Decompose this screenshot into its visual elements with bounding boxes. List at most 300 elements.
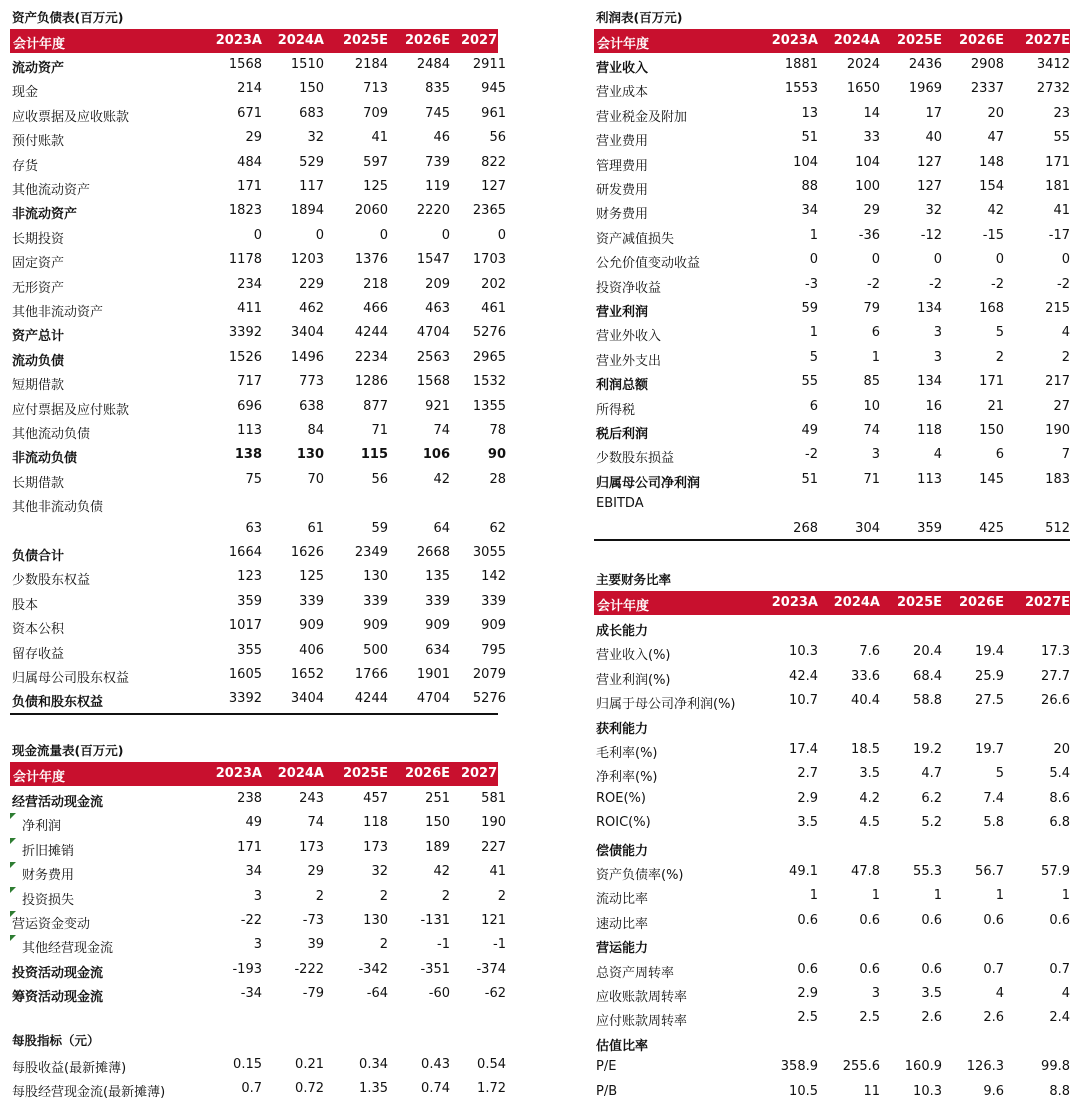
row-label: 归属母公司净利润 — [596, 475, 701, 491]
row-value: 214 — [237, 81, 262, 97]
row-value: 183 — [1045, 471, 1070, 487]
balance-row — [10, 151, 506, 175]
row-value: -222 — [294, 961, 324, 977]
row-value: 268 — [793, 520, 818, 536]
row-value: 10.5 — [789, 1083, 818, 1099]
row-value: 2436 — [908, 57, 942, 72]
row-label: 投资损失 — [22, 892, 75, 908]
row-label: 无形资产 — [12, 280, 65, 296]
row-label: 折旧摊销 — [22, 843, 75, 859]
row-value: 3 — [253, 937, 262, 953]
row-value: 529 — [299, 154, 324, 170]
row-value: 1286 — [354, 374, 388, 390]
row-value: 8.8 — [1049, 1083, 1070, 1099]
row-value: 717 — [237, 374, 262, 390]
row-value: 138 — [234, 447, 262, 463]
row-value: 5 — [809, 349, 818, 365]
row-value: 0.6 — [921, 912, 942, 928]
balance-sheet-bottom-rule — [10, 713, 498, 715]
row-value: 1.35 — [359, 1081, 388, 1097]
row-value: 5.2 — [921, 815, 942, 831]
row-value: 2079 — [472, 667, 506, 682]
row-label: 资产负债率(%) — [596, 868, 684, 883]
income-row — [594, 248, 1070, 272]
header-year: 2024A — [277, 766, 324, 781]
ratios-row — [594, 982, 1070, 1006]
per-share-row — [10, 1077, 506, 1101]
ratios-row — [594, 689, 1070, 713]
row-value: 33.6 — [851, 668, 880, 684]
row-value: 10.3 — [913, 1083, 942, 1099]
row-value: 168 — [979, 301, 1004, 316]
row-label: 应付账款周转率 — [596, 1014, 688, 1030]
row-value: 150 — [979, 423, 1004, 438]
row-label: P/B — [596, 1083, 618, 1099]
header-label: 会计年度 — [13, 770, 66, 785]
row-label: 长期借款 — [12, 475, 65, 491]
row-value: 0.6 — [921, 961, 942, 977]
row-value: 3404 — [290, 691, 324, 707]
ratios-row — [594, 1006, 1070, 1030]
row-value: 209 — [425, 276, 450, 292]
row-value: 127 — [917, 179, 942, 194]
row-value: 10.3 — [789, 644, 818, 660]
row-label: 财务费用 — [596, 207, 649, 223]
cashflow-row — [10, 933, 506, 957]
row-value: 171 — [1045, 154, 1070, 170]
row-value: 2060 — [354, 203, 388, 219]
row-label: 其他经营现金流 — [22, 941, 114, 957]
row-label: 营业收入 — [596, 61, 649, 76]
row-value: 238 — [237, 791, 262, 806]
row-value: 148 — [979, 154, 1004, 170]
row-value: -22 — [240, 913, 262, 928]
income-row — [594, 346, 1070, 370]
row-value: 5276 — [472, 691, 506, 707]
row-value: 130 — [363, 913, 388, 928]
row-value: 1553 — [784, 81, 818, 97]
row-value: 3404 — [290, 325, 324, 341]
row-value: -1 — [493, 937, 506, 953]
row-label: 管理费用 — [596, 158, 649, 174]
row-value: 4.2 — [859, 790, 880, 806]
row-value: 2484 — [416, 57, 450, 72]
balance-row — [10, 248, 506, 272]
row-value: 27 — [1053, 398, 1070, 414]
row-value: 1547 — [416, 252, 450, 268]
row-value: 113 — [237, 423, 262, 438]
balance-row — [10, 590, 506, 614]
row-value: 1605 — [228, 667, 262, 682]
ratios-row — [594, 1031, 1070, 1055]
row-value: 46 — [433, 130, 450, 146]
income-row — [594, 468, 1070, 492]
row-value: -2 — [929, 276, 942, 292]
row-value: 3 — [933, 349, 942, 365]
row-value: 190 — [1045, 423, 1070, 438]
row-value: 20.4 — [913, 644, 942, 660]
ratios-row — [594, 714, 1070, 738]
row-value: 0.72 — [295, 1081, 324, 1097]
row-value: 463 — [425, 301, 450, 316]
row-value: 70 — [307, 471, 324, 487]
row-value: 671 — [237, 105, 262, 121]
row-value: -1 — [437, 937, 450, 953]
balance-row — [10, 346, 506, 370]
row-value: 3392 — [228, 325, 262, 341]
row-value: 34 — [801, 203, 818, 219]
row-value: 55 — [1053, 130, 1070, 146]
row-value: 1 — [1061, 888, 1070, 904]
row-value: 5 — [995, 766, 1004, 782]
header-year: 2024A — [833, 33, 880, 48]
row-value: 2.7 — [797, 766, 818, 782]
row-value: 359 — [237, 593, 262, 609]
row-value: -17 — [1048, 227, 1070, 243]
row-label: 负债合计 — [12, 549, 65, 564]
row-label: 净利率(%) — [596, 770, 658, 786]
income-row — [594, 77, 1070, 101]
row-value: 189 — [425, 839, 450, 855]
row-value: 0 — [933, 252, 942, 268]
row-value: 21 — [987, 398, 1004, 414]
row-value: 5.4 — [1049, 766, 1070, 782]
row-value: 33 — [863, 130, 880, 146]
row-value: 6 — [995, 447, 1004, 463]
row-value: 142 — [481, 569, 506, 585]
row-value: 1376 — [354, 252, 388, 268]
row-value: 1 — [809, 227, 818, 243]
cashflow-row — [10, 909, 506, 933]
row-value: 126.3 — [966, 1059, 1004, 1075]
row-value: 118 — [917, 423, 942, 438]
row-value: 10.7 — [789, 693, 818, 709]
row-value: 32 — [925, 203, 942, 219]
row-value: 127 — [481, 179, 506, 194]
row-value: 3392 — [228, 691, 262, 707]
income-row — [594, 102, 1070, 126]
header-year: 2025E — [896, 33, 942, 48]
row-value: 1 — [871, 888, 880, 904]
ratios-row — [594, 640, 1070, 664]
row-label: 每股收益(最新摊薄) — [12, 1061, 127, 1076]
row-value: 683 — [299, 105, 324, 121]
header-year: 2025E — [342, 766, 388, 781]
header-year: 2027E — [460, 33, 506, 48]
row-value: 2.9 — [797, 790, 818, 806]
row-label: 应收账款周转率 — [596, 990, 688, 1005]
row-value: 0 — [441, 227, 450, 243]
row-label: 营业外支出 — [596, 353, 662, 369]
row-value: 1969 — [908, 81, 942, 97]
row-value: -351 — [420, 961, 450, 977]
row-value: 79 — [863, 301, 880, 316]
row-value: 1626 — [290, 545, 324, 560]
row-label: 筹资活动现金流 — [12, 990, 104, 1006]
income-statement-header — [594, 29, 1070, 53]
row-value: 202 — [481, 276, 506, 292]
row-label: 获利能力 — [596, 721, 649, 737]
row-value: 2911 — [472, 57, 506, 72]
row-value: 2.4 — [1049, 1010, 1070, 1026]
income-row — [594, 492, 1070, 541]
row-value: 4 — [1061, 986, 1070, 1001]
row-value: 243 — [299, 791, 324, 806]
row-value: 11 — [863, 1083, 880, 1099]
balance-row — [10, 370, 506, 394]
header-year: 2023A — [771, 33, 818, 48]
row-value: 99.8 — [1041, 1059, 1070, 1075]
row-value: 58.8 — [913, 693, 942, 709]
row-value: 909 — [299, 618, 324, 634]
row-value: 118 — [363, 815, 388, 831]
ratios-row — [594, 836, 1070, 860]
cashflow-title: 现金流量表(百万元) — [12, 743, 124, 758]
row-value: -2 — [867, 276, 880, 292]
row-value: 2234 — [354, 349, 388, 365]
row-label: 营业利润 — [596, 305, 649, 320]
row-value: 1650 — [846, 81, 880, 97]
row-value: 28 — [489, 471, 506, 487]
row-value: 909 — [363, 618, 388, 634]
row-value: 17.3 — [1041, 644, 1070, 660]
row-value: 135 — [425, 569, 450, 585]
row-value: 696 — [237, 398, 262, 414]
row-value: 29 — [245, 130, 262, 146]
row-value: 74 — [863, 423, 880, 438]
balance-row — [10, 639, 506, 663]
row-value: 215 — [1045, 301, 1070, 316]
row-value: 909 — [481, 618, 506, 634]
row-value: 51 — [801, 130, 818, 146]
row-label: 短期借款 — [12, 378, 65, 394]
row-value: 1664 — [228, 545, 262, 560]
income-row — [594, 297, 1070, 321]
row-value: 229 — [299, 276, 324, 292]
ratios-row — [594, 616, 1070, 640]
balance-row — [10, 126, 506, 150]
row-value: 339 — [299, 593, 324, 609]
row-value: 27.7 — [1041, 668, 1070, 684]
row-value: 19.4 — [975, 644, 1004, 660]
row-value: 1532 — [472, 374, 506, 390]
row-value: 217 — [1045, 374, 1070, 390]
row-label: 营运资金变动 — [12, 917, 91, 932]
balance-sheet-title: 资产负债表(百万元) — [12, 10, 124, 25]
row-value: 90 — [487, 447, 506, 463]
row-value: 0.7 — [1049, 961, 1070, 977]
row-value: 1 — [809, 888, 818, 904]
row-value: 104 — [793, 154, 818, 170]
row-value: 2732 — [1036, 81, 1070, 97]
row-value: 2668 — [416, 545, 450, 560]
row-value: -374 — [476, 961, 506, 977]
row-value: 2337 — [970, 81, 1004, 97]
row-value: 32 — [371, 864, 388, 880]
balance-row — [10, 565, 506, 589]
row-value: 150 — [299, 81, 324, 97]
row-value: 0.54 — [477, 1057, 506, 1072]
row-value: 6 — [809, 398, 818, 414]
income-row — [594, 126, 1070, 150]
row-value: 41 — [1053, 203, 1070, 219]
row-value: 100 — [855, 179, 880, 194]
row-value: 1 — [871, 349, 880, 365]
row-value: 2.5 — [859, 1010, 880, 1026]
row-label: 成长能力 — [596, 624, 649, 639]
row-value: 251 — [425, 791, 450, 806]
row-value: 822 — [481, 154, 506, 170]
row-label: 税后利润 — [596, 427, 649, 442]
row-label: 固定资产 — [12, 256, 65, 272]
row-value: 6.2 — [921, 790, 942, 806]
row-label: 预付账款 — [12, 134, 65, 150]
row-value: 171 — [237, 179, 262, 194]
row-value: 2 — [379, 888, 388, 904]
row-value: 339 — [363, 593, 388, 609]
row-value: 41 — [489, 864, 506, 880]
row-value: 0.34 — [359, 1057, 388, 1072]
row-value: 49 — [245, 815, 262, 831]
header-year: 2025E — [896, 595, 942, 610]
row-value: 56 — [489, 130, 506, 146]
balance-row — [10, 663, 506, 687]
row-value: 461 — [481, 301, 506, 316]
row-value: 1 — [933, 888, 942, 904]
row-value: 358.9 — [780, 1059, 818, 1075]
row-value: 597 — [363, 154, 388, 170]
income-statement-bottom-rule — [594, 539, 1070, 541]
row-label: 利润总额 — [596, 378, 649, 394]
row-value: -342 — [358, 961, 388, 977]
row-value: 1496 — [290, 349, 324, 365]
row-label: 资产减值损失 — [596, 231, 675, 247]
income-row — [594, 224, 1070, 248]
row-value: 1355 — [472, 398, 506, 414]
row-value: 3.5 — [921, 986, 942, 1001]
row-value: -62 — [484, 986, 506, 1002]
row-value: 56 — [371, 471, 388, 487]
row-value: 17.4 — [789, 742, 818, 757]
ratios-row — [594, 811, 1070, 835]
row-value: 61 — [307, 520, 324, 536]
row-label: 留存收益 — [12, 646, 65, 662]
row-value: 74 — [307, 815, 324, 831]
ratios-row — [594, 958, 1070, 982]
row-value: 2 — [497, 888, 506, 904]
row-value: 2 — [379, 937, 388, 953]
row-value: 18.5 — [851, 742, 880, 757]
balance-row — [10, 175, 506, 199]
row-label: 其他流动资产 — [12, 183, 91, 198]
cashflow-row — [10, 958, 506, 982]
row-value: 4244 — [354, 325, 388, 341]
header-year: 2023A — [215, 33, 262, 48]
row-value: 2184 — [354, 57, 388, 72]
row-value: 6.8 — [1049, 815, 1070, 831]
per-share-title: 每股指标（元） — [12, 1033, 100, 1048]
row-label: 营业成本 — [596, 85, 649, 101]
row-value: 7.4 — [983, 790, 1004, 806]
row-value: 145 — [979, 471, 1004, 487]
row-value: 0 — [497, 227, 506, 243]
row-value: 638 — [299, 398, 324, 414]
row-label: 每股经营现金流(最新摊薄) — [12, 1085, 166, 1101]
row-marker-icon — [10, 935, 16, 941]
income-row — [594, 199, 1070, 223]
row-value: 39 — [307, 937, 324, 953]
row-label: 经营活动现金流 — [12, 795, 104, 810]
row-value: 71 — [371, 423, 388, 438]
row-label: 所得税 — [596, 402, 636, 418]
row-label: 其他流动负债 — [12, 427, 91, 442]
row-label: 偿债能力 — [596, 843, 649, 859]
balance-row — [10, 419, 506, 443]
row-label: ROIC(%) — [596, 815, 651, 831]
row-value: 40.4 — [851, 693, 880, 709]
ratios-row — [594, 762, 1070, 786]
row-value: 2 — [315, 888, 324, 904]
row-label: 总资产周转率 — [596, 965, 675, 981]
row-value: 17 — [925, 105, 942, 121]
ratios-row — [594, 1080, 1070, 1104]
cashflow-header — [10, 762, 506, 786]
row-value: 49.1 — [789, 864, 818, 879]
header-label: 会计年度 — [597, 599, 650, 614]
row-value: 10 — [863, 398, 880, 414]
row-value: 123 — [237, 569, 262, 585]
row-label: 非流动负债 — [12, 451, 78, 467]
row-value: 921 — [425, 398, 450, 414]
row-value: 2.9 — [797, 986, 818, 1001]
row-value: 27.5 — [975, 693, 1004, 709]
row-value: 14 — [863, 105, 880, 121]
ratios-title: 主要财务比率 — [596, 572, 672, 587]
row-value: 47 — [987, 130, 1004, 146]
row-value: 40 — [925, 130, 942, 146]
row-label: 流动比率 — [596, 892, 649, 908]
row-value: -3 — [805, 276, 818, 292]
row-value: 961 — [481, 105, 506, 121]
row-value: 41 — [371, 130, 388, 146]
row-value: 134 — [917, 301, 942, 316]
row-value: 150 — [425, 815, 450, 831]
row-value: 42 — [987, 203, 1004, 219]
row-value: 19.7 — [975, 742, 1004, 757]
row-value: 0.15 — [233, 1057, 262, 1072]
row-label: 研发费用 — [596, 183, 649, 198]
ratios-row — [594, 933, 1070, 957]
row-value: 739 — [425, 154, 450, 170]
row-value: 0.6 — [1049, 912, 1070, 928]
row-label: 营业费用 — [596, 134, 649, 150]
header-year: 2026E — [404, 33, 450, 48]
balance-row — [10, 443, 506, 467]
row-value: 709 — [363, 105, 388, 121]
row-value: 4 — [995, 986, 1004, 1001]
row-value: 1568 — [228, 57, 262, 72]
balance-row — [10, 321, 506, 345]
row-value: 2563 — [416, 349, 450, 365]
row-value: -131 — [420, 913, 450, 928]
row-value: 3.5 — [797, 815, 818, 831]
row-value: 1526 — [228, 349, 262, 365]
row-value: 55 — [801, 374, 818, 390]
row-value: 59 — [371, 520, 388, 536]
row-value: 1652 — [290, 667, 324, 682]
income-row — [594, 273, 1070, 297]
row-value: 25.9 — [975, 668, 1004, 684]
